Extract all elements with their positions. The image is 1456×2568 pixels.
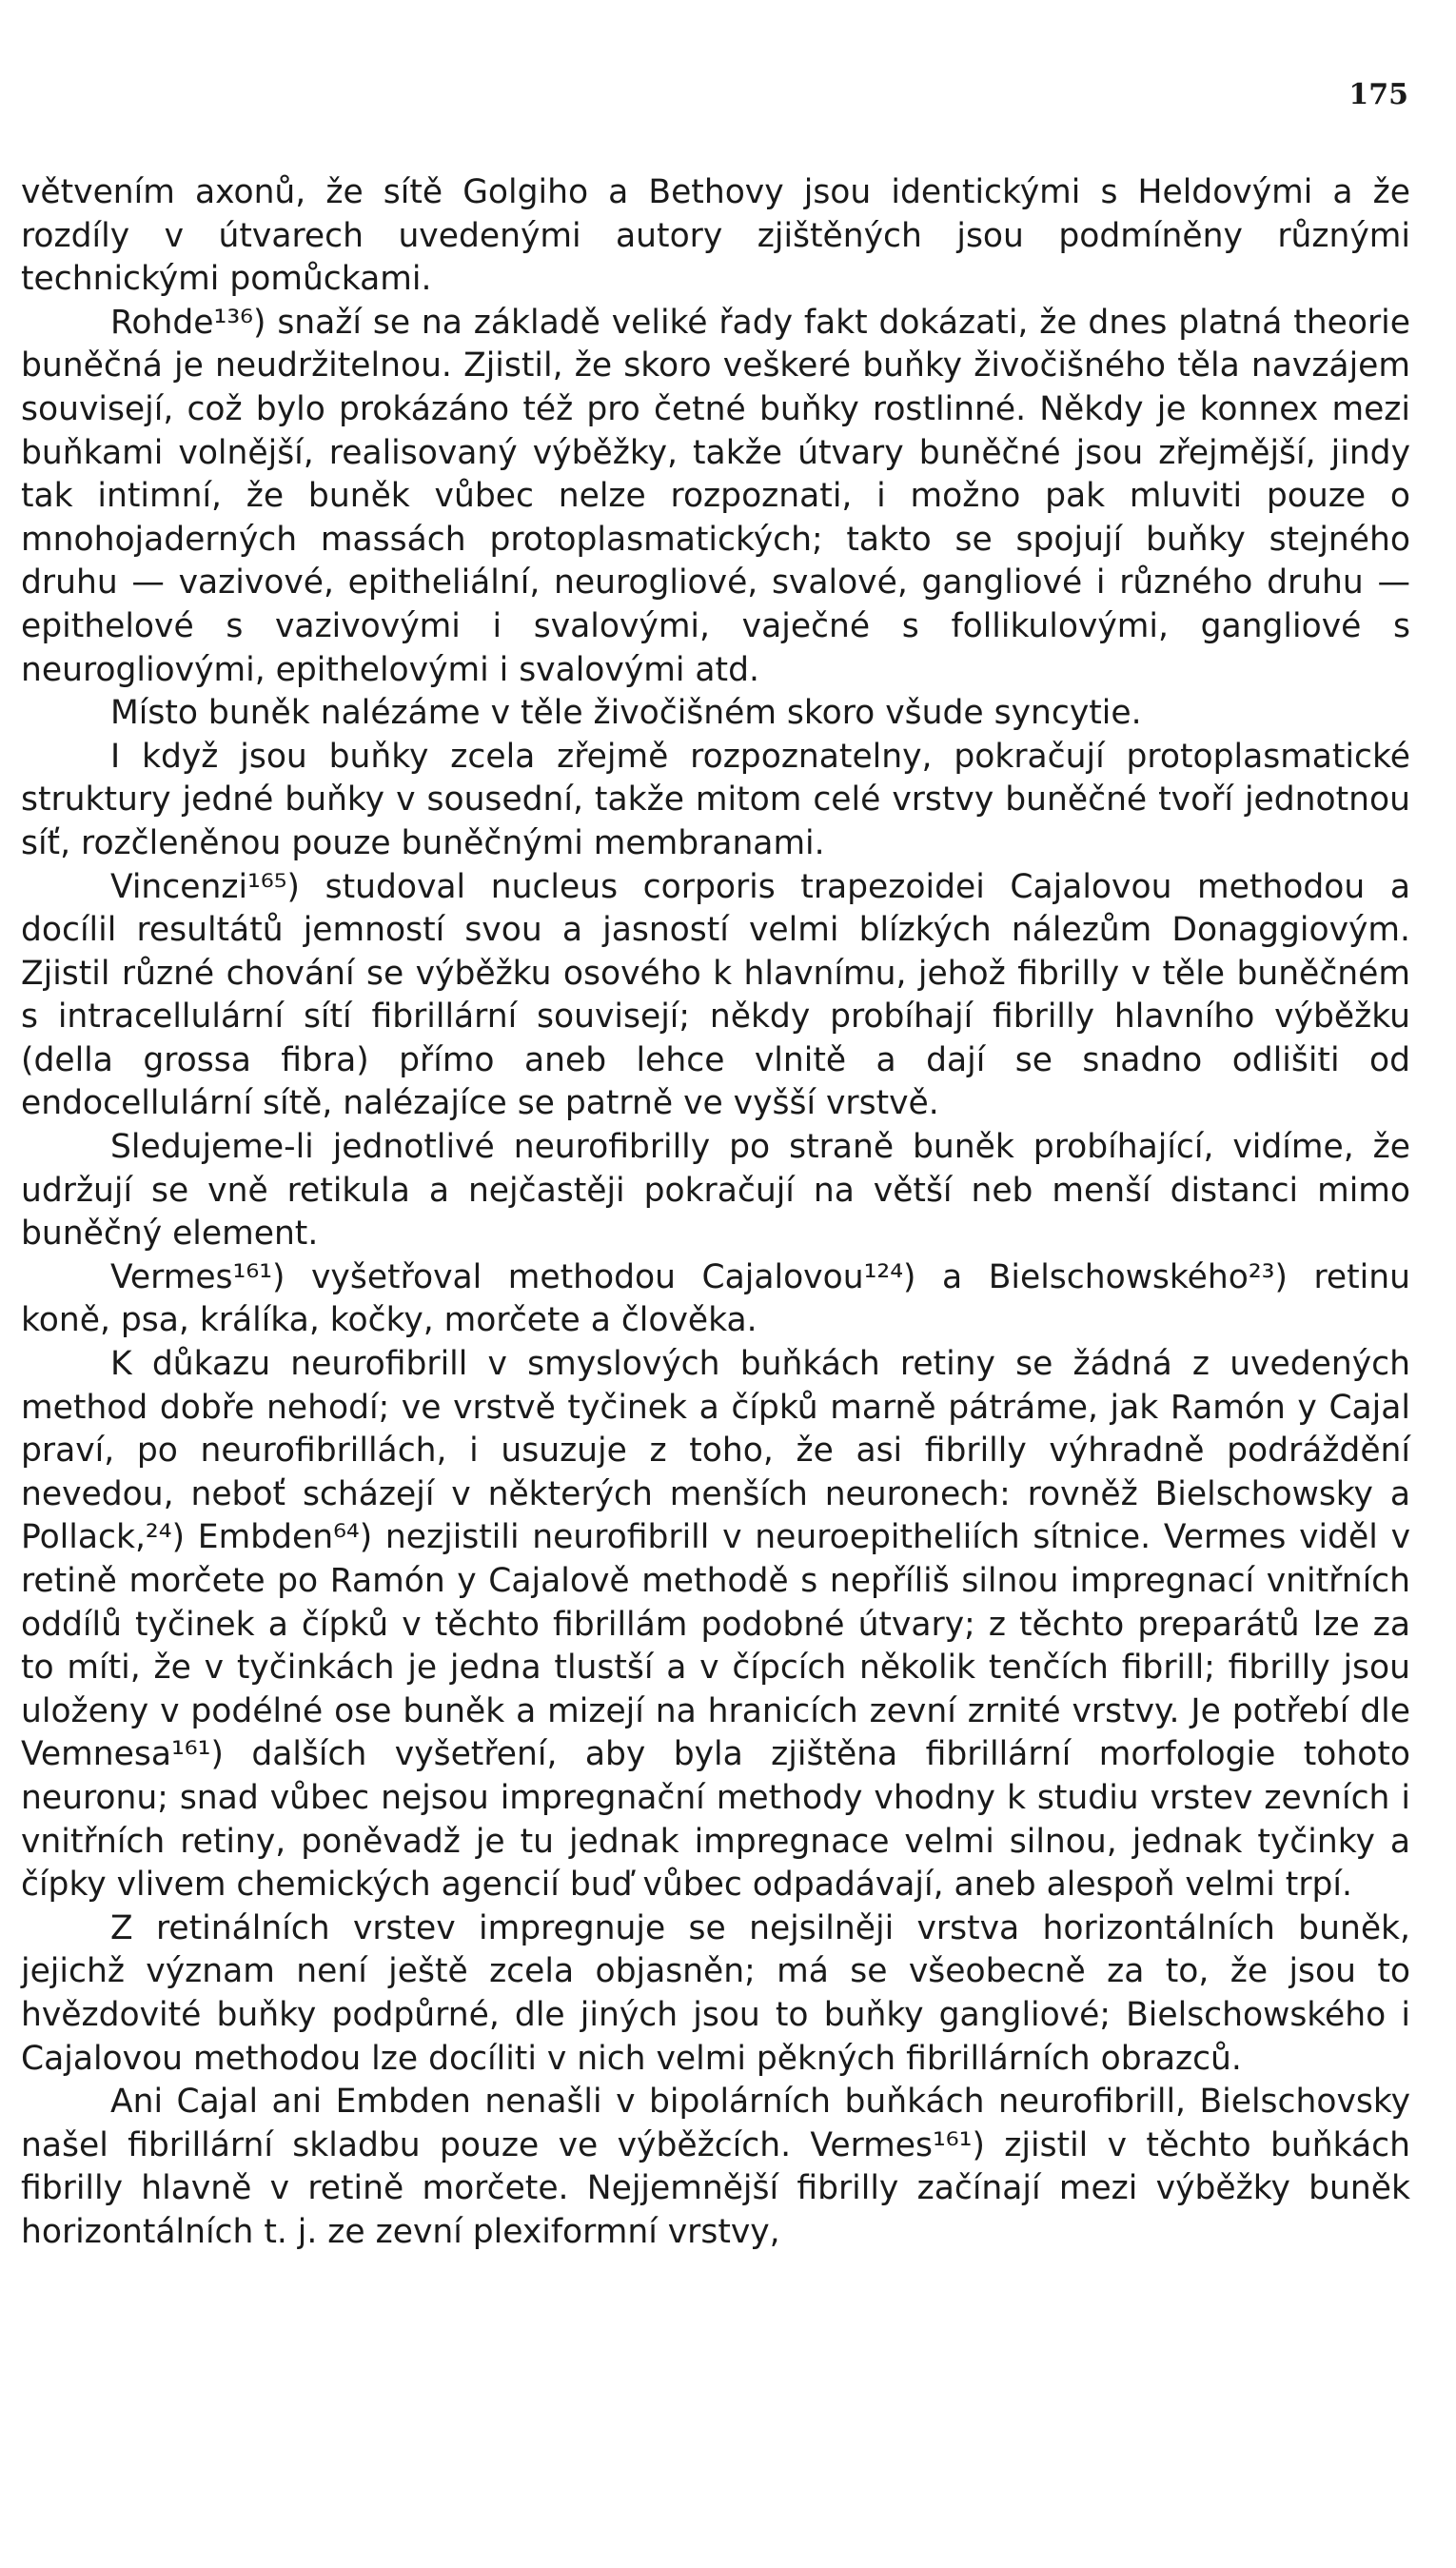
page-number: 175: [1348, 78, 1408, 111]
paragraph: Vermes¹⁶¹) vyšetřoval methodou Cajalovou¹²⁴) a Bielschowského²³) retinu koně, psa, králíka, kočky, morčete a člověka.: [21, 1257, 1410, 1340]
paragraph: Sledujeme-li jednotlivé neurofibrilly po straně buněk probíhající, vidíme, že udržují se vně retikula a nejčastěji pokračují na větší neb menší distanci mimo buněčný element.: [21, 1128, 1410, 1254]
paragraph: Z retinálních vrstev impregnuje se nejsilněji vrstva horizontálních buněk, jejichž význam není ještě zcela objasněn; má se všeobecně za to, že jsou to hvězdovité buňky podpůrné, dle jiných jsou to buňky gangliové; Bielschowského i Cajalovou methodou lze docíliti v nich velmi pěkných fibrillárních obrazců.: [21, 1908, 1410, 2078]
paragraph: I když jsou buňky zcela zřejmě rozpoznatelny, pokračují protoplasmatické struktury jedné buňky v sousední, takže mitom celé vrstvy buněčné tvoří jednotnou síť, rozčleněnou pouze buněčnými membranami.: [21, 737, 1410, 862]
paragraph: Vincenzi¹⁶⁵) studoval nucleus corporis trapezoidei Cajalovou methodou a docílil resultátů jemností svou a jasností velmi blízkých nálezům Donaggiovým. Zjistil různé chování se výběžku osového k hlavnímu, jehož fibrilly v těle buněčném s intracellulární sítí fibrillární souvisejí; někdy probíhají fibrilly hlavního výběžku (della grossa fibra) přímo aneb lehce vlnitě a dají se snadno odlišiti od endocellulární sítě, nalézajíce se patrně ve vyšší vrstvě.: [21, 867, 1410, 1123]
paragraph: Ani Cajal ani Embden nenašli v bipolárních buňkách neurofibrill, Bielschovsky našel fibrillární skladbu pouze ve výběžcích. Vermes¹⁶¹) zjistil v těchto buňkách fibrilly hlavně v retině morčete. Nejjemnější fibrilly začínají mezi výběžky buněk horizontálních t. j. ze zevní plexiformní vrstvy,: [21, 2083, 1410, 2251]
paragraph: K důkazu neurofibrill v smyslových buňkách retiny se žádná z uvedených method dobře nehodí; ve vrstvě tyčinek a čípků marně pátráme, jak Ramón y Cajal praví, po neurofibrillách, i usuzuje z toho, že asi fibrilly výhradně podráždění nevedou, neboť scházejí v některých menších neuronech: rovněž Bielschowsky a Pollack,²⁴) Embden⁶⁴) nezjistili neurofibrill v neuroepitheliích sítnice. Vermes viděl v retině morčete po Ramón y Cajalově methodě s nepříliš silnou impregnací vnitřních oddílů tyčinek a čípků v těchto fibrillám podobné útvary; z těchto preparátů lze za to míti, že v tyčinkách je jedna tlustší a v čípcích několik tenčích fibrill; fibrilly jsou uloženy v podélné ose buněk a mizejí na hranicích zevní zrnité vrstvy. Je potřebí dle Vemnesa¹⁶¹) dalších vyšetření, aby byla zjištěna fibrillární morfologie tohoto neuronu; snad vůbec nejsou impregnační methody vhodny k studiu vrstev zevních i vnitřních retiny, poněvadž je tu jednak impregnace velmi silnou, jednak tyčinky a čípky vlivem chemických agencií buď vůbec odpadávají, aneb alespoň velmi trpí.: [21, 1345, 1410, 1905]
body-text: [21, 171, 1410, 2255]
paragraph: větvením axonů, že sítě Golgiho a Bethovy jsou identickými s Heldovými a že rozdíly v útvarech uvedenými autory zjištěných jsou podmíněny různými technickými pomůckami.: [21, 173, 1410, 299]
paragraph: Rohde¹³⁶) snaží se na základě veliké řady fakt dokázati, že dnes platná theorie buněčná je neudržitelnou. Zjistil, že skoro veškeré buňky živočišného těla navzájem souvisejí, což bylo prokázáno též pro četné buňky rostlinné. Někdy je konnex mezi buňkami volnější, realisovaný výběžky, takže útvary buněčné jsou zřejmější, jindy tak intimní, že buněk vůbec nelze rozpoznati, i možno pak mluviti pouze o mnohojaderných massách protoplasmatických; takto se spojují buňky stejného druhu — vazivové, epitheliální, neurogliové, svalové, gangliové i různého druhu — epithelové s vazivovými i svalovými, vaječné s follikulovými, gangliové s neurogliovými, epithelovými i svalovými atd.: [21, 303, 1410, 689]
paragraph: Místo buněk nalézáme v těle živočišném skoro všude syncytie.: [110, 694, 1142, 733]
